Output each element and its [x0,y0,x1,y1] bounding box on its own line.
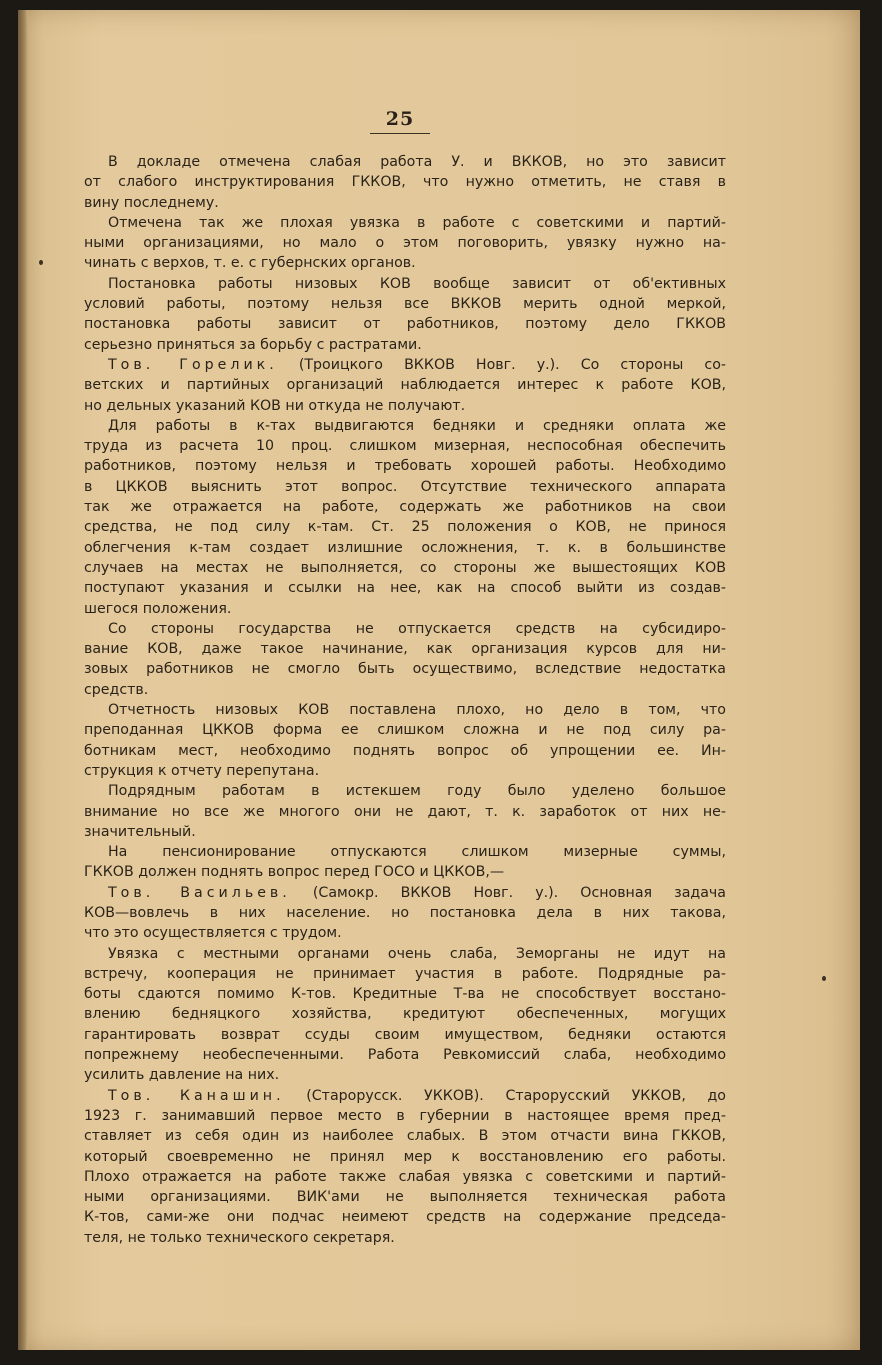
ink-speck [822,976,826,981]
text-line [84,193,726,213]
text-line [84,1147,726,1167]
text-line [84,253,726,273]
text-line [84,497,726,517]
text-line [84,862,726,882]
text-line [84,538,726,558]
line-text: Со стороны государства не отпускается средств на субсидиро- [108,620,726,637]
text-line [84,172,726,192]
line-text: теля, не только технического секретаря. [84,1229,395,1246]
line-text: ными организациями. ВИК'ами не выполняется техническая работа [84,1189,726,1206]
text-line [84,720,726,740]
line-text: КОВ—вовлечь в них население. но постановка дела в них такова, [84,904,726,921]
text-line [84,314,726,334]
text-line [84,1106,726,1126]
line-text: (Самокр. ВККОВ Новг. у.). Основная задача [290,884,726,901]
line-text: боты сдаются помимо К-тов. Кредитные Т-ва не способствует восстано- [84,986,726,1003]
text-line [84,558,726,578]
text-line [84,355,726,375]
line-text: так же отражается на работе, содержать же работников на свои [84,499,726,516]
text-line [84,416,726,436]
line-text: ными организациями, но мало о этом поговорить, увязку нужно на- [84,235,726,252]
line-text: облегчения к-там создает излишние осложнения, т. к. в большинстве [84,539,726,556]
text-line [84,944,726,964]
line-text: чинать с верхов, т. е. с губернских органов. [84,255,416,272]
line-text: ставляет из себя один из наиболее слабых. В этом отчасти вина ГККОВ, [84,1128,726,1145]
text-line [84,700,726,720]
line-text: вину последнему. [84,194,219,211]
line-text: значительный. [84,823,196,840]
line-text: (Старорусск. УККОВ). Старорусский УККОВ, до [284,1087,726,1104]
text-line [84,1207,726,1227]
line-text: Отмечена так же плохая увязка в работе с советскими и партий- [108,214,726,231]
text-line [84,659,726,679]
line-text: средств. [84,681,149,698]
text-line [84,436,726,456]
line-text: К-тов, сами-же они подчас неимеют средств на содержание председа- [84,1209,726,1226]
text-line [84,741,726,761]
text-line [84,619,726,639]
line-text: преподанная ЦККОВ форма ее слишком сложна и не под силу ра- [84,722,726,739]
text-line [84,477,726,497]
line-text: Увязка с местными органами очень слаба, Земорганы не идут на [108,945,726,962]
line-text: В докладе отмечена слабая работа У. и ВККОВ, но это зависит [108,154,726,170]
line-text: поступают указания и ссылки на нее, как на способ выйти из создав- [84,580,726,597]
text-line [84,1187,726,1207]
line-text: постановка работы зависит от работников, поэтому дело ГККОВ [84,316,726,333]
line-text: ГККОВ должен поднять вопрос перед ГОСО и ЦККОВ,— [84,864,505,881]
text-line [84,375,726,395]
text-line [84,1045,726,1065]
line-text: шегося положения. [84,600,232,617]
line-text: Плохо отражается на работе также слабая увязка с советскими и партий- [84,1168,726,1185]
line-text: ботникам мест, необходимо поднять вопрос об упрощении ее. Ин- [84,742,726,759]
text-line [84,1228,726,1248]
text-line [84,599,726,619]
text-line [84,1167,726,1187]
text-line [84,233,726,253]
line-text: ветских и партийных организаций наблюдается интерес к работе КОВ, [84,377,726,394]
text-line [84,923,726,943]
line-text: усилить давление на них. [84,1067,280,1084]
line-text: Подрядным работам в истекшем году было уделено большое [108,783,726,800]
text-line [84,842,726,862]
line-text: Постановка работы низовых КОВ вообще зависит от об'ективных [108,275,726,292]
text-line [84,1004,726,1024]
line-text: внимание но все же многого они не дают, т. к. заработок от них не- [84,803,726,820]
text-line [84,964,726,984]
line-text: случаев на местах не выполняется, со стороны же вышестоящих КОВ [84,559,726,576]
line-text: влению бедняцкого хозяйства, кредитуют обеспеченных, могущих [84,1006,726,1023]
text-line [84,802,726,822]
line-text: условий работы, поэтому нельзя все ВККОВ мерить одной меркой, [84,296,726,313]
line-text: На пенсионирование отпускаются слишком мизерные суммы, [108,844,726,861]
line-text: (Троицкого ВККОВ Новг. у.). Со стороны со- [277,356,726,373]
line-text: 1923 г. занимавший первое место в губернии в настоящее время пред- [84,1107,726,1124]
line-text: серьезно приняться за борьбу с растратами. [84,336,422,353]
text-line [84,822,726,842]
line-text: от слабого инструктирования ГККОВ, что нужно отметить, не ставя в [84,174,726,191]
text-line [84,335,726,355]
text-line [84,396,726,416]
line-text: гарантировать возврат ссуды своим имуществом, бедняки остаются [84,1026,726,1043]
speaker-name: Тов. Васильев. [108,884,291,901]
text-line [84,152,726,172]
text-line [84,578,726,598]
text-line [84,761,726,781]
text-line [84,1065,726,1085]
speaker-name: Тов. Горелик. [108,356,278,373]
line-text: вание КОВ, даже такое начинание, как организация курсов для ни- [84,641,726,658]
text-line [84,274,726,294]
ink-speck [39,260,43,265]
text-line [84,903,726,923]
line-text: который своевременно не принял мер к восстановлению его работы. [84,1148,726,1165]
line-text: зовых работников не смогло быть осуществимо, вследствие недостатка [84,661,726,678]
text-line [84,517,726,537]
line-text: средства, не под силу к-там. Ст. 25 положения о КОВ, не принося [84,519,726,536]
line-text: работников, поэтому нельзя и требовать хорошей работы. Необходимо [84,458,726,475]
text-line [84,883,726,903]
line-text: встречу, кооперация не принимает участия в работе. Подрядные ра- [84,965,726,982]
text-line [84,213,726,233]
line-text: в ЦККОВ выяснить этот вопрос. Отсутствие технического аппарата [84,478,726,495]
document-body [84,152,726,1248]
line-text: струкция к отчету перепутана. [84,762,320,779]
text-line [84,639,726,659]
line-text: но дельных указаний КОВ ни откуда не получают. [84,397,466,414]
text-line [84,984,726,1004]
text-line [84,1086,726,1106]
text-line [84,1126,726,1146]
line-text: попрежнему необеспеченными. Работа Ревкомиссий слаба, необходимо [84,1047,726,1064]
text-line [84,680,726,700]
text-line [84,294,726,314]
line-text: что это осуществляется с трудом. [84,925,342,942]
text-line [84,456,726,476]
line-text: труда из расчета 10 проц. слишком мизерная, неспособная обеспечить [84,438,726,455]
page-number: 25 [370,108,430,134]
text-line [84,1025,726,1045]
page-gutter [18,10,28,1350]
speaker-name: Тов. Канашин. [108,1087,285,1104]
line-text: Отчетность низовых КОВ поставлена плохо, но дело в том, что [108,702,726,719]
line-text: Для работы в к-тах выдвигаются бедняки и средняки оплата же [108,417,726,434]
text-line [84,781,726,801]
